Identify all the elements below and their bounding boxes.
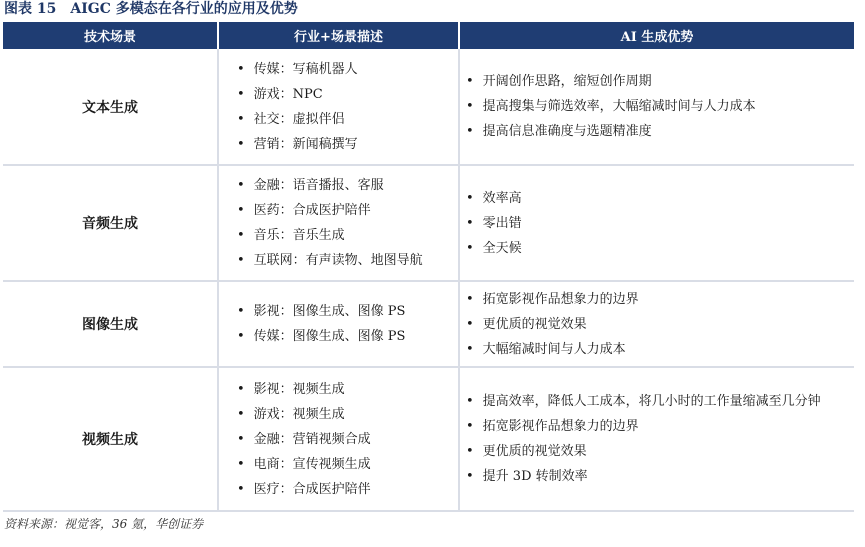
table-row <box>3 165 854 281</box>
list-item: • 影视：图像生成、图像 PS <box>237 299 458 324</box>
list-item: • 传媒：写稿机器人 <box>237 57 458 82</box>
list-item: • 音乐：音乐生成 <box>237 223 458 248</box>
source-note: 资料来源：视觉客，36 氪，华创证券 <box>4 517 204 531</box>
list-item: • 零出错 <box>466 211 854 236</box>
list-item: • 拓宽影视作品想象力的边界 <box>466 287 854 312</box>
header-scenes: 行业+场景描述 <box>218 22 459 49</box>
list-item: • 提高效率，降低人工成本，将几小时的工作量缩减至几分钟 <box>466 389 854 414</box>
figure-caption: AIGC 多模态在各行业的应用及优势 <box>70 1 298 17</box>
advantages-cell <box>459 165 854 281</box>
header-tech: 技术场景 <box>3 22 218 49</box>
scenes-cell <box>218 165 459 281</box>
list-item: • 营销：新闻稿撰写 <box>237 132 458 157</box>
list-item: • 医药：合成医护陪伴 <box>237 198 458 223</box>
tech-cell: 音频生成 <box>3 165 218 281</box>
list-item: • 全天候 <box>466 236 854 261</box>
advantages-cell <box>459 281 854 367</box>
aigc-table <box>3 22 854 512</box>
scenes-cell <box>218 367 459 511</box>
list-item: • 医疗：合成医护陪伴 <box>237 477 458 502</box>
list-item: • 金融：营销视频合成 <box>237 427 458 452</box>
figure-title <box>4 0 312 18</box>
table-row <box>3 367 854 511</box>
list-item: • 电商：宣传视频生成 <box>237 452 458 477</box>
scenes-cell <box>218 49 459 165</box>
tech-cell: 图像生成 <box>3 281 218 367</box>
figure-label: 图表 15 <box>4 1 57 17</box>
list-item: • 效率高 <box>466 186 854 211</box>
list-item: • 社交：虚拟伴侣 <box>237 107 458 132</box>
scenes-cell <box>218 281 459 367</box>
tech-cell: 文本生成 <box>3 49 218 165</box>
list-item: • 游戏：视频生成 <box>237 402 458 427</box>
list-item: • 金融：语音播报、客服 <box>237 173 458 198</box>
list-item: • 传媒：图像生成、图像 PS <box>237 324 458 349</box>
list-item: • 互联网：有声读物、地图导航 <box>237 248 458 273</box>
list-item: • 拓宽影视作品想象力的边界 <box>466 414 854 439</box>
list-item: • 提升 3D 转制效率 <box>466 464 854 489</box>
header-row <box>3 22 854 49</box>
tech-cell: 视频生成 <box>3 367 218 511</box>
table-row <box>3 49 854 165</box>
advantages-cell <box>459 49 854 165</box>
list-item: • 更优质的视觉效果 <box>466 439 854 464</box>
list-item: • 大幅缩减时间与人力成本 <box>466 337 854 362</box>
list-item: • 提高搜集与筛选效率，大幅缩减时间与人力成本 <box>466 94 854 119</box>
list-item: • 影视：视频生成 <box>237 377 458 402</box>
list-item: • 更优质的视觉效果 <box>466 312 854 337</box>
list-item: • 游戏：NPC <box>237 82 458 107</box>
list-item: • 提高信息准确度与选题精准度 <box>466 119 854 144</box>
header-advantages: AI 生成优势 <box>459 22 854 49</box>
list-item: • 开阔创作思路，缩短创作周期 <box>466 69 854 94</box>
advantages-cell <box>459 367 854 511</box>
table-row <box>3 281 854 367</box>
